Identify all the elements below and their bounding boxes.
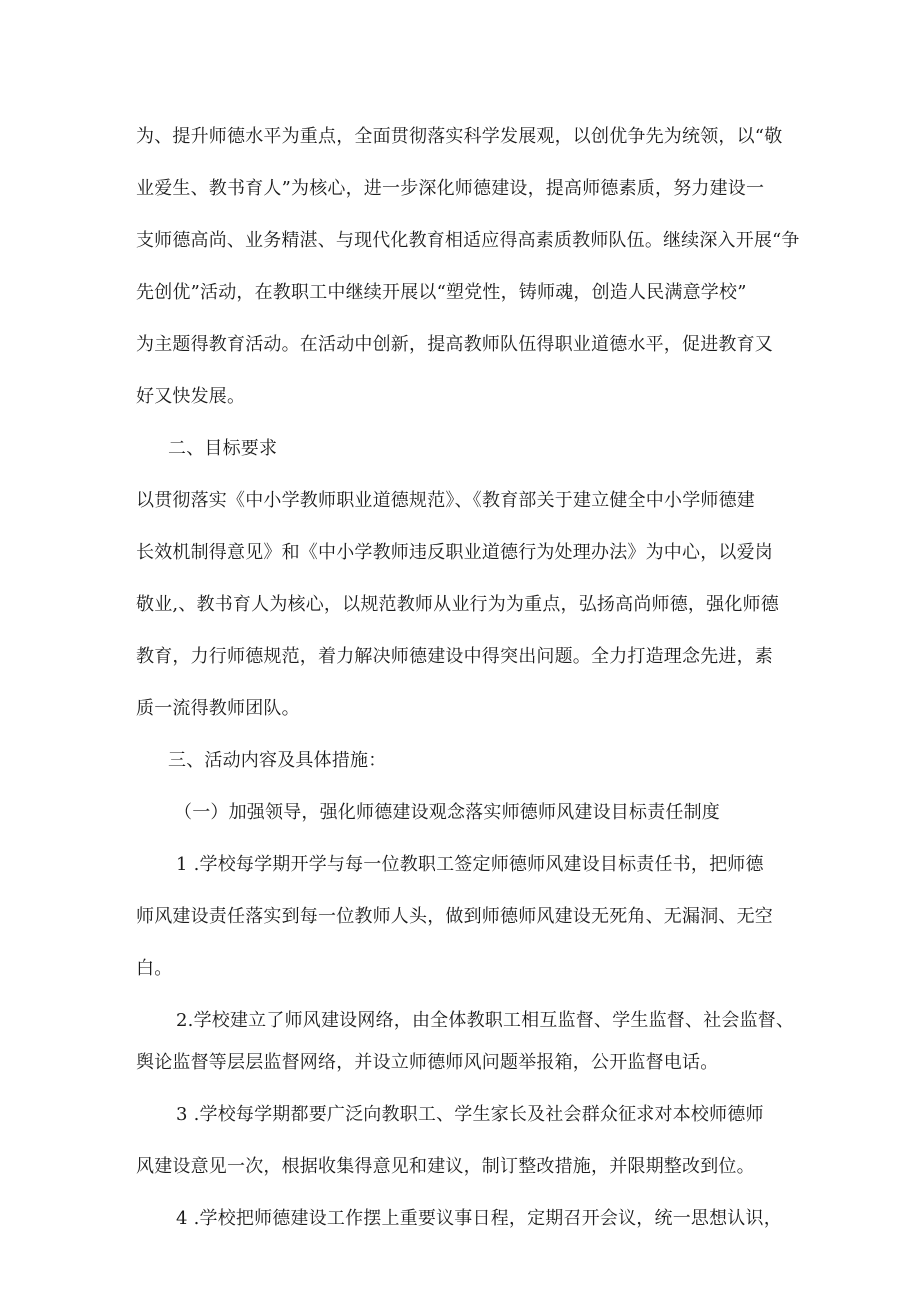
paragraph-line: 先创优”活动，在教职工中继续开展以“塑党性，铸师魂，创造人民满意学校” <box>136 282 747 303</box>
list-item-1: 1 .学校每学期开学与每一位教职工签定师德师风建设目标责任书，把师德 <box>176 854 764 875</box>
paragraph-line: 白。 <box>136 958 173 979</box>
section-heading-activities: 三、活动内容及具体措施： <box>168 750 387 771</box>
list-item-2: 2.学校建立了师风建设网络，由全体教职工相互监督、学生监督、社会监督、 <box>176 1010 795 1031</box>
paragraph-line: 师风建设责任落实到每一位教师人头，做到师德师风建设无死角、无漏洞、无空 <box>136 906 773 927</box>
paragraph-line: 支师德高尚、业务精湛、与现代化教育相适应得高素质教师队伍。继续深入开展“争 <box>136 230 800 251</box>
paragraph-line: 教育，力行师德规范，着力解决师德建设中得突出问题。全力打造理念先进，素 <box>136 646 773 667</box>
paragraph-line: 为、提升师德水平为重点，全面贯彻落实科学发展观，以创优争先为统领，以“敬 <box>136 126 783 147</box>
paragraph-line: 质一流得教师团队。 <box>136 698 300 719</box>
list-item-4: 4 .学校把师德建设工作摆上重要议事日程，定期召开会议，统一思想认识， <box>176 1208 782 1229</box>
paragraph-line: 舆论监督等层层监督网络，并设立师德师风问题举报箱，公开监督电话。 <box>136 1052 719 1073</box>
paragraph-line: 业爱生、教书育人”为核心，进一步深化师德建设，提高师德素质，努力建设一 <box>136 178 765 199</box>
section-heading-goals: 二、目标要求 <box>168 438 278 459</box>
paragraph-line: 为主题得教育活动。在活动中创新，提高教师队伍得职业道德水平，促进教育又 <box>136 334 773 355</box>
subsection-heading: （一）加强领导，强化师德建设观念落实师德师风建设目标责任制度 <box>174 802 720 823</box>
paragraph-line: 敬业,、教书育人为核心，以规范教师从业行为为重点，弘扬高尚师德，强化师德 <box>136 594 779 615</box>
list-item-3: 3 .学校每学期都要广泛向教职工、学生家长及社会群众征求对本校师德师 <box>176 1104 764 1125</box>
paragraph-line: 以贯彻落实《中小学教师职业道德规范》、《教育部关于建立健全中小学师德建 <box>136 490 755 511</box>
paragraph-line: 风建设意见一次，根据收集得意见和建议，制订整改措施，并限期整改到位。 <box>136 1156 755 1177</box>
paragraph-line: 长效机制得意见》和《中小学教师违反职业道德行为处理办法》为中心，以爱岗 <box>136 542 773 563</box>
paragraph-line: 好又快发展。 <box>136 386 246 407</box>
